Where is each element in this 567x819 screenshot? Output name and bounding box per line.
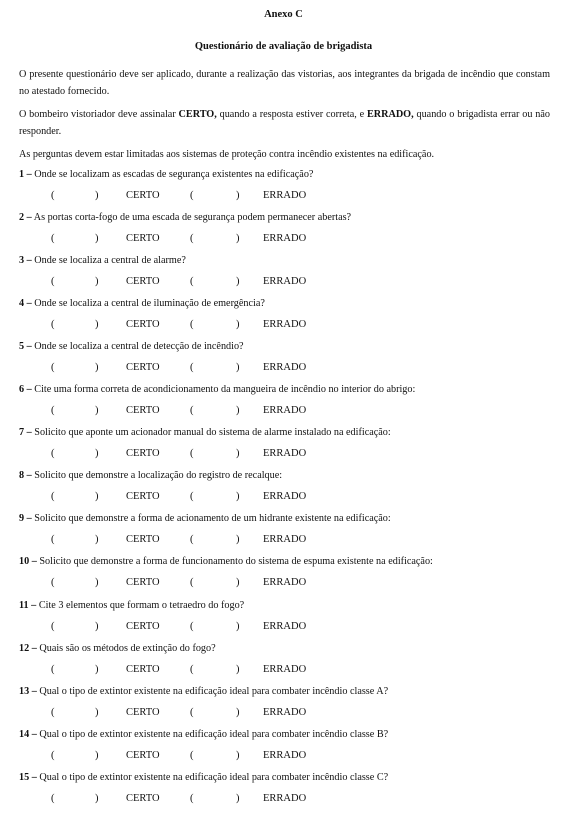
certo-checkbox-open[interactable]: ( xyxy=(51,491,55,502)
errado-label: ERRADO xyxy=(263,319,307,330)
answer-row xyxy=(0,707,567,721)
answer-row xyxy=(0,448,567,462)
errado-label: ERRADO xyxy=(263,233,307,244)
question-9 xyxy=(19,512,559,525)
answer-row xyxy=(0,664,567,678)
errado-checkbox-close[interactable]: ) xyxy=(236,233,240,244)
intro-paragraph-2: O bombeiro vistoriador deve assinalar CERTO, quando a resposta estiver correta, e ERRADO, quando o brigadista errar ou não responder. xyxy=(19,109,550,137)
certo-label: CERTO xyxy=(126,190,160,201)
errado-label: ERRADO xyxy=(263,491,307,502)
question-text: Solicito que aponte um acionador manual do sistema de alarme instalado na edificação: xyxy=(31,427,391,438)
answer-row xyxy=(0,491,567,505)
question-number: 14 – xyxy=(19,729,37,740)
question-4 xyxy=(19,297,559,310)
certo-label: CERTO xyxy=(126,707,160,718)
certo-checkbox-open[interactable]: ( xyxy=(51,750,55,761)
certo-label: CERTO xyxy=(126,534,160,545)
question-13 xyxy=(19,685,559,698)
question-text: Cite 3 elementos que formam o tetraedro do fogo? xyxy=(36,600,245,611)
errado-label: ERRADO xyxy=(263,707,307,718)
certo-checkbox-close[interactable]: ) xyxy=(95,362,99,373)
errado-label: ERRADO xyxy=(263,577,307,588)
certo-checkbox-close[interactable]: ) xyxy=(95,621,99,632)
question-text: Onde se localiza a central de iluminação de emergência? xyxy=(31,298,265,309)
question-text: As portas corta-fogo de uma escada de segurança podem permanecer abertas? xyxy=(31,212,352,223)
question-text: Solicito que demonstre a forma de funcionamento do sistema de espuma existente na edificação: xyxy=(36,556,433,567)
errado-checkbox-open[interactable]: ( xyxy=(190,664,194,675)
document-title: Questionário de avaliação de brigadista xyxy=(194,41,373,52)
question-number: 5 – xyxy=(19,341,32,352)
certo-checkbox-open[interactable]: ( xyxy=(51,190,55,201)
question-1 xyxy=(19,168,559,181)
question-6 xyxy=(19,383,559,396)
errado-checkbox-close[interactable]: ) xyxy=(236,577,240,588)
certo-checkbox-close[interactable]: ) xyxy=(95,750,99,761)
errado-checkbox-close[interactable]: ) xyxy=(236,664,240,675)
question-7 xyxy=(19,426,559,439)
question-text: Onde se localiza a central de alarme? xyxy=(31,255,186,266)
question-number: 7 – xyxy=(19,427,32,438)
annex-title: Anexo C xyxy=(264,9,303,20)
question-11 xyxy=(19,599,559,612)
errado-checkbox-close[interactable]: ) xyxy=(236,621,240,632)
certo-checkbox-close[interactable]: ) xyxy=(95,534,99,545)
errado-checkbox-open[interactable]: ( xyxy=(190,707,194,718)
errado-checkbox-close[interactable]: ) xyxy=(236,750,240,761)
intro-paragraph-3: As perguntas devem estar limitadas aos sistemas de proteção contra incêndio existentes na edificação. xyxy=(19,149,435,160)
question-text: Qual o tipo de extintor existente na edificação ideal para combater incêndio classe C? xyxy=(36,772,389,783)
certo-checkbox-close[interactable]: ) xyxy=(95,405,99,416)
question-14 xyxy=(19,728,559,741)
answer-row xyxy=(0,405,567,419)
answer-row xyxy=(0,190,567,204)
errado-checkbox-close[interactable]: ) xyxy=(236,362,240,373)
errado-checkbox-close[interactable]: ) xyxy=(236,534,240,545)
answer-row xyxy=(0,233,567,247)
certo-checkbox-close[interactable]: ) xyxy=(95,233,99,244)
question-text: Qual o tipo de extintor existente na edificação ideal para combater incêndio classe A? xyxy=(36,686,389,697)
errado-checkbox-close[interactable]: ) xyxy=(236,707,240,718)
certo-checkbox-open[interactable]: ( xyxy=(51,621,55,632)
certo-checkbox-close[interactable]: ) xyxy=(95,491,99,502)
errado-checkbox-close[interactable]: ) xyxy=(236,190,240,201)
errado-checkbox-open[interactable]: ( xyxy=(190,319,194,330)
certo-label: CERTO xyxy=(126,362,160,373)
answer-row xyxy=(0,750,567,764)
certo-checkbox-open[interactable]: ( xyxy=(51,276,55,287)
errado-checkbox-open[interactable]: ( xyxy=(190,750,194,761)
errado-label: ERRADO xyxy=(263,621,307,632)
question-number: 4 – xyxy=(19,298,32,309)
question-number: 3 – xyxy=(19,255,32,266)
question-text: Cite uma forma correta de acondicionamento da mangueira de incêndio no interior do abrigo: xyxy=(31,384,416,395)
answer-row xyxy=(0,621,567,635)
question-text: Solicito que demonstre a forma de acionamento de um hidrante existente na edificação: xyxy=(31,513,391,524)
certo-checkbox-open[interactable]: ( xyxy=(51,793,55,804)
question-5 xyxy=(19,340,559,353)
errado-label: ERRADO xyxy=(263,534,307,545)
errado-label: ERRADO xyxy=(263,190,307,201)
errado-label: ERRADO xyxy=(263,750,307,761)
certo-checkbox-close[interactable]: ) xyxy=(95,319,99,330)
errado-checkbox-open[interactable]: ( xyxy=(190,577,194,588)
question-2 xyxy=(19,211,559,224)
certo-checkbox-close[interactable]: ) xyxy=(95,793,99,804)
question-number: 10 – xyxy=(19,556,37,567)
question-number: 9 – xyxy=(19,513,32,524)
certo-checkbox-open[interactable]: ( xyxy=(51,233,55,244)
question-3 xyxy=(19,254,559,267)
certo-checkbox-open[interactable]: ( xyxy=(51,577,55,588)
errado-label: ERRADO xyxy=(263,664,307,675)
question-8 xyxy=(19,469,559,482)
answer-row xyxy=(0,276,567,290)
question-text: Qual o tipo de extintor existente na edificação ideal para combater incêndio classe B? xyxy=(36,729,389,740)
certo-checkbox-open[interactable]: ( xyxy=(51,448,55,459)
certo-label: CERTO xyxy=(126,448,160,459)
certo-checkbox-close[interactable]: ) xyxy=(95,664,99,675)
certo-label: CERTO xyxy=(126,491,160,502)
question-text: Onde se localizam as escadas de segurança existentes na edificação? xyxy=(31,169,314,180)
errado-checkbox-open[interactable]: ( xyxy=(190,233,194,244)
certo-checkbox-open[interactable]: ( xyxy=(51,362,55,373)
question-number: 13 – xyxy=(19,686,37,697)
errado-checkbox-close[interactable]: ) xyxy=(236,793,240,804)
certo-checkbox-close[interactable]: ) xyxy=(95,276,99,287)
answer-row xyxy=(0,319,567,333)
certo-checkbox-open[interactable]: ( xyxy=(51,664,55,675)
answer-row xyxy=(0,577,567,591)
question-number: 11 – xyxy=(19,600,37,611)
errado-checkbox-open[interactable]: ( xyxy=(190,621,194,632)
errado-checkbox-open[interactable]: ( xyxy=(190,276,194,287)
errado-checkbox-open[interactable]: ( xyxy=(190,362,194,373)
answer-row xyxy=(0,362,567,376)
errado-label: ERRADO xyxy=(263,276,307,287)
certo-checkbox-open[interactable]: ( xyxy=(51,707,55,718)
certo-label: CERTO xyxy=(126,233,160,244)
errado-checkbox-close[interactable]: ) xyxy=(236,448,240,459)
answer-row xyxy=(0,534,567,548)
errado-checkbox-close[interactable]: ) xyxy=(236,319,240,330)
question-10 xyxy=(19,555,559,568)
question-number: 15 – xyxy=(19,772,37,783)
certo-checkbox-close[interactable]: ) xyxy=(95,190,99,201)
certo-label: CERTO xyxy=(126,577,160,588)
errado-checkbox-close[interactable]: ) xyxy=(236,491,240,502)
question-15 xyxy=(19,771,559,784)
certo-checkbox-open[interactable]: ( xyxy=(51,319,55,330)
question-number: 12 – xyxy=(19,643,37,654)
question-12 xyxy=(19,642,559,655)
question-text: Quais são os métodos de extinção do fogo? xyxy=(36,643,216,654)
question-number: 8 – xyxy=(19,470,32,481)
answer-row xyxy=(0,793,567,807)
errado-label: ERRADO xyxy=(263,362,307,373)
certo-label: CERTO xyxy=(126,664,160,675)
certo-label: CERTO xyxy=(126,319,160,330)
errado-label: ERRADO xyxy=(263,448,307,459)
errado-checkbox-open[interactable]: ( xyxy=(190,534,194,545)
errado-checkbox-open[interactable]: ( xyxy=(190,491,194,502)
errado-checkbox-close[interactable]: ) xyxy=(236,276,240,287)
certo-label: CERTO xyxy=(126,750,160,761)
question-number: 2 – xyxy=(19,212,32,223)
certo-label: CERTO xyxy=(126,621,160,632)
certo-label: CERTO xyxy=(126,793,160,804)
errado-checkbox-open[interactable]: ( xyxy=(190,793,194,804)
errado-checkbox-open[interactable]: ( xyxy=(190,405,194,416)
question-number: 6 – xyxy=(19,384,32,395)
intro-paragraph-1: O presente questionário deve ser aplicado, durante a realização das vistorias, aos integrantes da brigada de incêndio que constam no atestado fornecido. xyxy=(19,69,550,97)
question-text: Onde se localiza a central de detecção de incêndio? xyxy=(31,341,244,352)
errado-checkbox-open[interactable]: ( xyxy=(190,448,194,459)
errado-label: ERRADO xyxy=(263,793,307,804)
certo-checkbox-close[interactable]: ) xyxy=(95,707,99,718)
errado-checkbox-open[interactable]: ( xyxy=(190,190,194,201)
question-text: Solicito que demonstre a localização do registro de recalque: xyxy=(31,470,283,481)
errado-checkbox-close[interactable]: ) xyxy=(236,405,240,416)
errado-label: ERRADO xyxy=(263,405,307,416)
question-number: 1 – xyxy=(19,169,32,180)
certo-label: CERTO xyxy=(126,276,160,287)
certo-checkbox-close[interactable]: ) xyxy=(95,448,99,459)
certo-checkbox-open[interactable]: ( xyxy=(51,405,55,416)
certo-checkbox-open[interactable]: ( xyxy=(51,534,55,545)
certo-label: CERTO xyxy=(126,405,160,416)
certo-checkbox-close[interactable]: ) xyxy=(95,577,99,588)
